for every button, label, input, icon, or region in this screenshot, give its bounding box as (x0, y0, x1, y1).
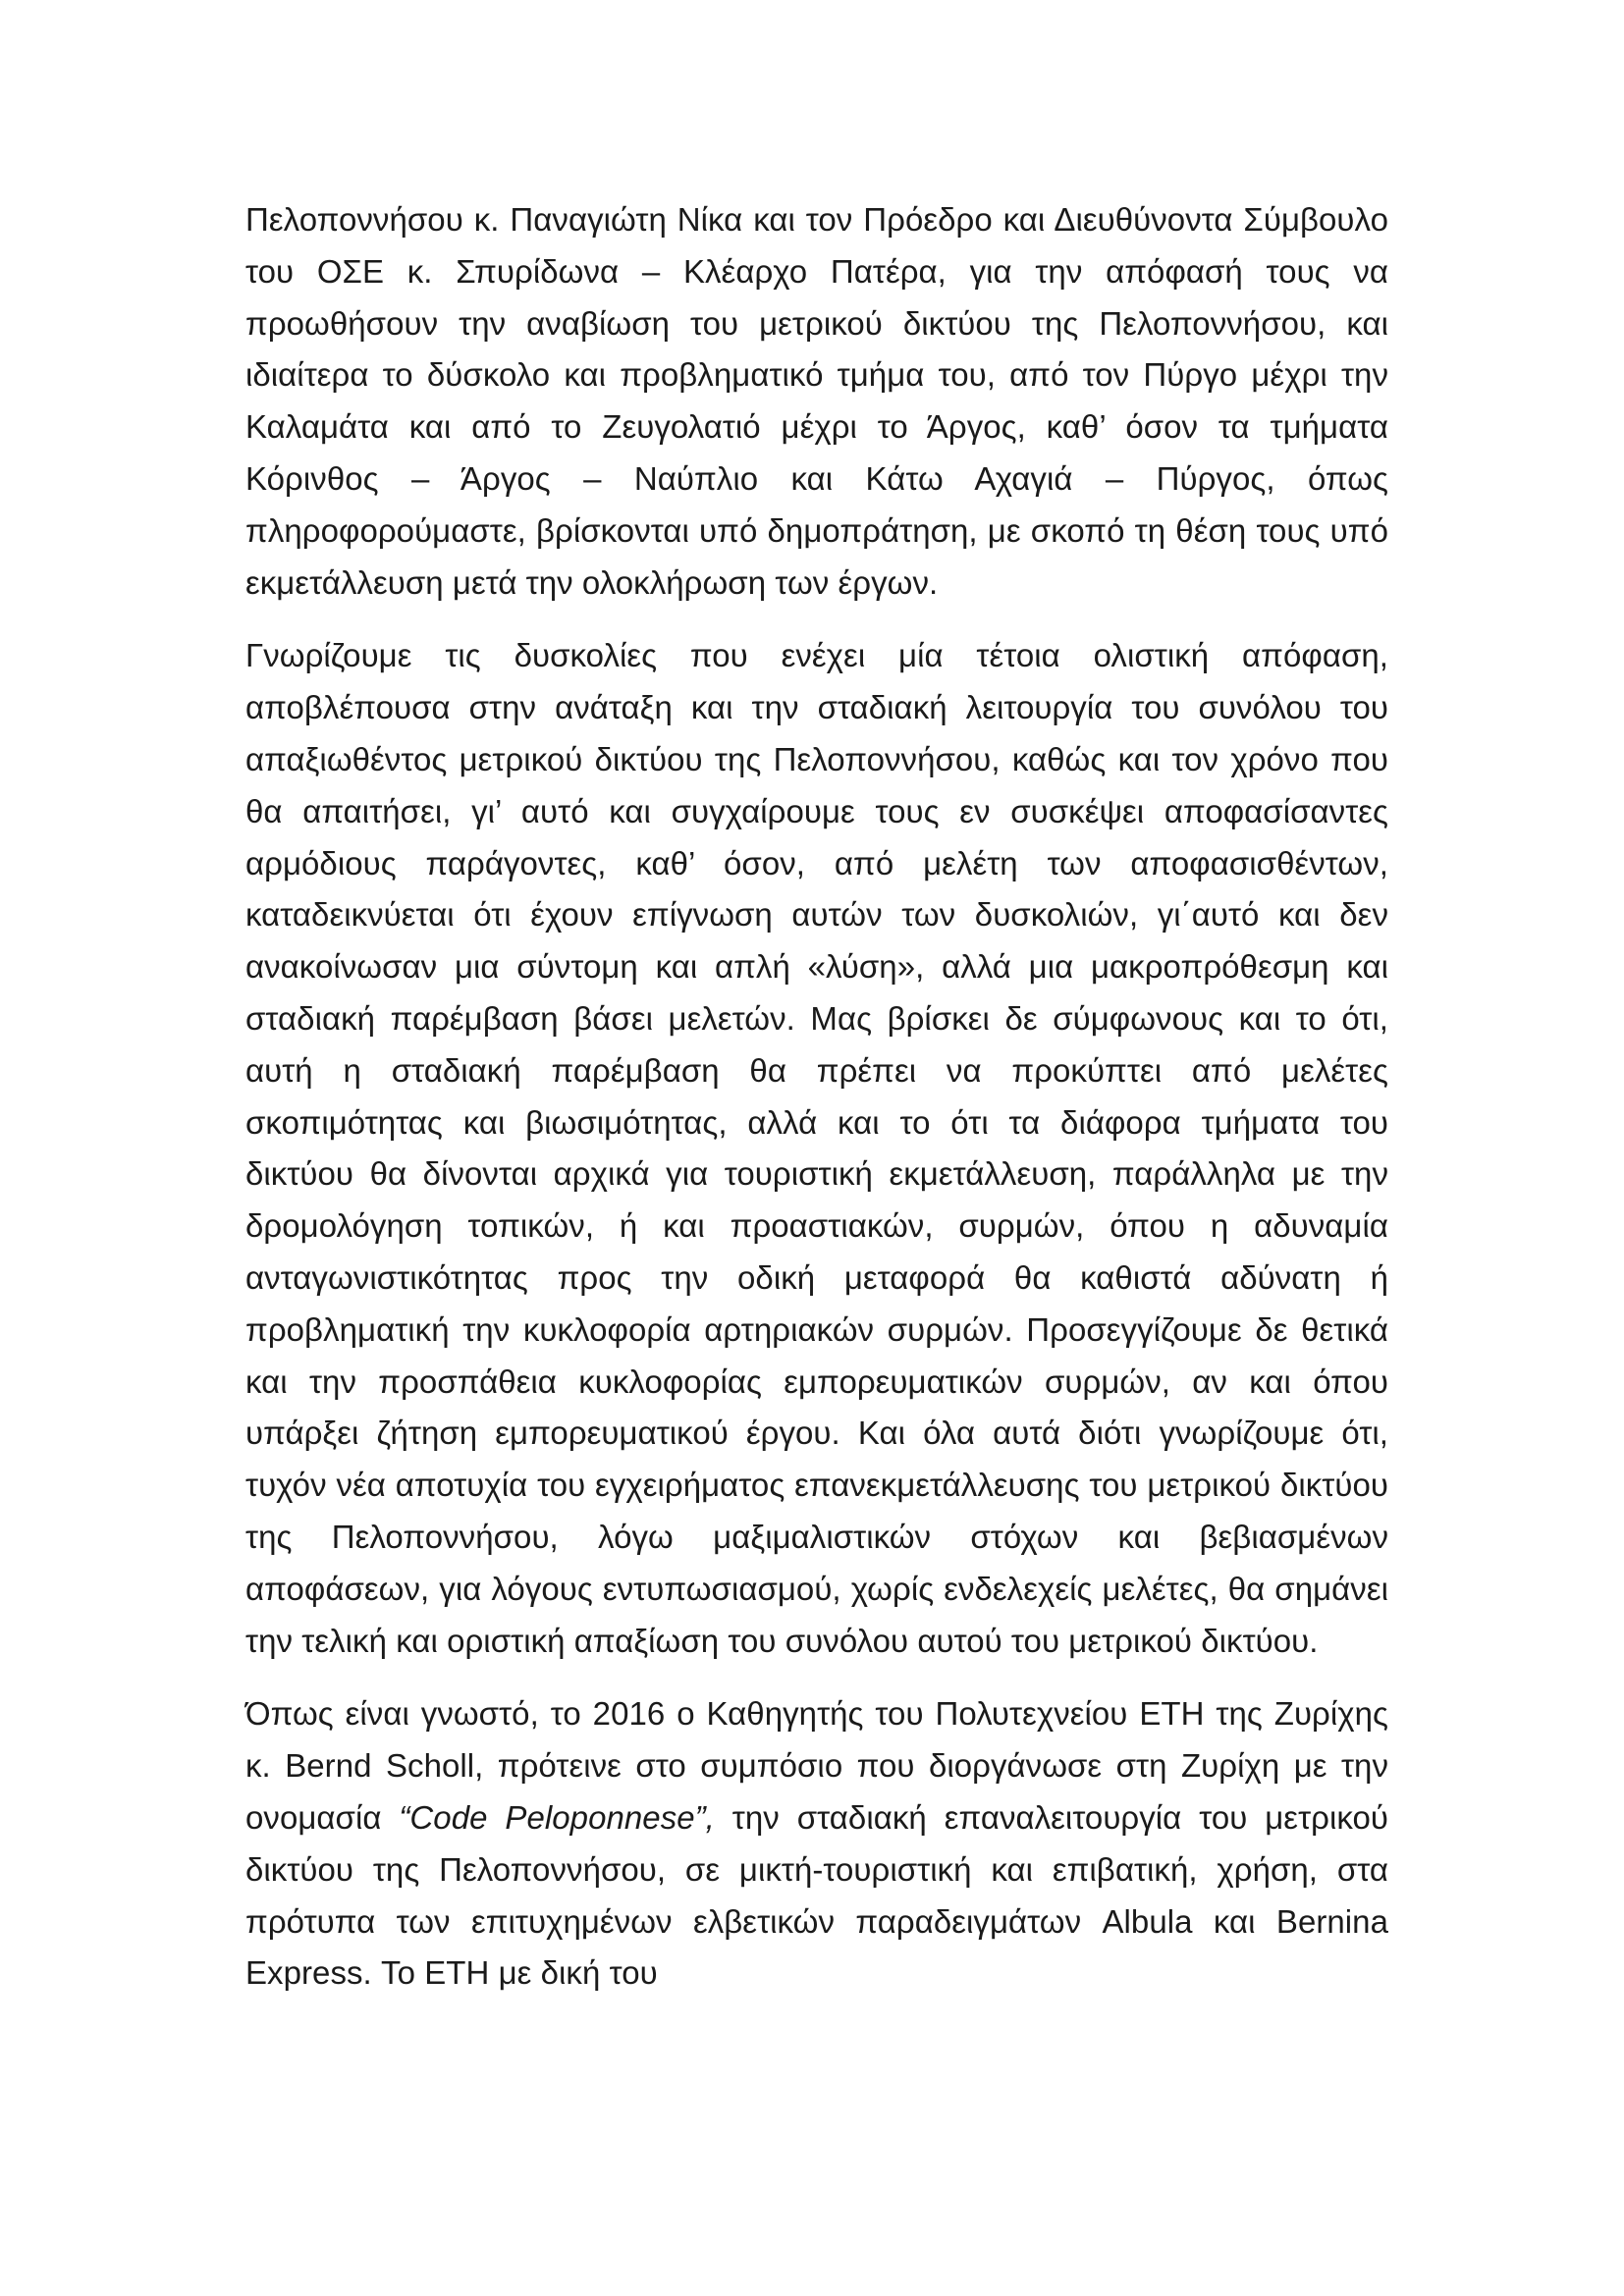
paragraph-3-text-after: την σταδιακή επαναλειτουργία του μετρικού δικτύου της Πελοποννήσου, σε μικτή-τουριστική και επιβατική, χρήση, στα πρότυπα των επιτυχημένων ελβετικών παραδειγμάτων Albula και Bernina Express. Το ETH με δική του (245, 1798, 1388, 1992)
paragraph-3-text-before: Όπως είναι γνωστό, το 2016 ο Καθηγητής του Πολυτεχνείου ETH της Ζυρίχης κ. Bernd Scholl, πρότεινε στο συμπόσιο που διοργάνωσε στη Ζυρίχη με την ονομασία (245, 1695, 1388, 1836)
paragraph-2: Γνωρίζουμε τις δυσκολίες που ενέχει μία τέτοια ολιστική απόφαση, αποβλέπουσα στην ανάταξη και την σταδιακή λειτουργία του συνόλου του απαξιωθέντος μετρικού δικτύου της Πελοποννήσου, καθώς και τον χρόνο που θα απαιτήσει, γι’ αυτό και συγχαίρουμε τους εν συσκέψει αποφασίσαντες αρμόδιους παράγοντες, καθ’ όσον, από μελέτη των αποφασισθέντων, καταδεικνύεται ότι έχουν επίγνωση αυτών των δυσκολιών, γι΄αυτό και δεν ανακοίνωσαν μια σύντομη και απλή «λύση», αλλά μια μακροπρόθεσμη και σταδιακή παρέμβαση βάσει μελετών. Μας βρίσκει δε σύμφωνους και το ότι, αυτή η σταδιακή παρέμβαση θα πρέπει να προκύπτει από μελέτες σκοπιμότητας και βιωσιμότητας, αλλά και το ότι τα διάφορα τμήματα του δικτύου θα δίνονται αρχικά για τουριστική εκμετάλλευση, παράλληλα με την δρομολόγηση τοπικών, ή και προαστιακών, συρμών, όπου η αδυναμία ανταγωνιστικότητας προς την οδική μεταφορά θα καθιστά αδύνατη ή προβληματική την κυκλοφορία αρτηριακών συρμών. Προσεγγίζουμε δε θετικά και την προσπάθεια κυκλοφορίας εμπορευματικών συρμών, αν και όπου υπάρξει ζήτηση εμπορευματικού έργου. Και όλα αυτά διότι γνωρίζουμε ότι, τυχόν νέα αποτυχία του εγχειρήματος επανεκμετάλλευσης του μετρικού δικτύου της Πελοποννήσου, λόγω μαξιμαλιστικών στόχων και βεβιασμένων αποφάσεων, για λόγους εντυπωσιασμού, χωρίς ενδελεχείς μελέτες, θα σημάνει την τελική και οριστική απαξίωση του συνόλου αυτού του μετρικού δικτύου. (245, 637, 1388, 1659)
paragraph-1: Πελοποννήσου κ. Παναγιώτη Νίκα και τον Πρόεδρο και Διευθύνοντα Σύμβουλο του ΟΣΕ κ. Σπυρίδωνα – Κλέαρχο Πατέρα, για την απόφασή τους να προωθήσουν την αναβίωση του μετρικού δικτύου της Πελοποννήσου, και ιδιαίτερα το δύσκολο και προβληματικό τμήμα του, από τον Πύργο μέχρι την Καλαμάτα και από το Ζευγολατιό μέχρι το Άργος, καθ’ όσον τα τμήματα Κόρινθος – Άργος – Ναύπλιο και Κάτω Αχαγιά – Πύργος, όπως πληροφορούμαστε, βρίσκονται υπό δημοπράτηση, με σκοπό τη θέση τους υπό εκμετάλλευση μετά την ολοκλήρωση των έργων. (245, 201, 1388, 601)
paragraph-3 (245, 1688, 1388, 2000)
paragraph-3-emphasis: “Code Peloponnese”, (399, 1798, 715, 1836)
document-page (245, 194, 1388, 2021)
